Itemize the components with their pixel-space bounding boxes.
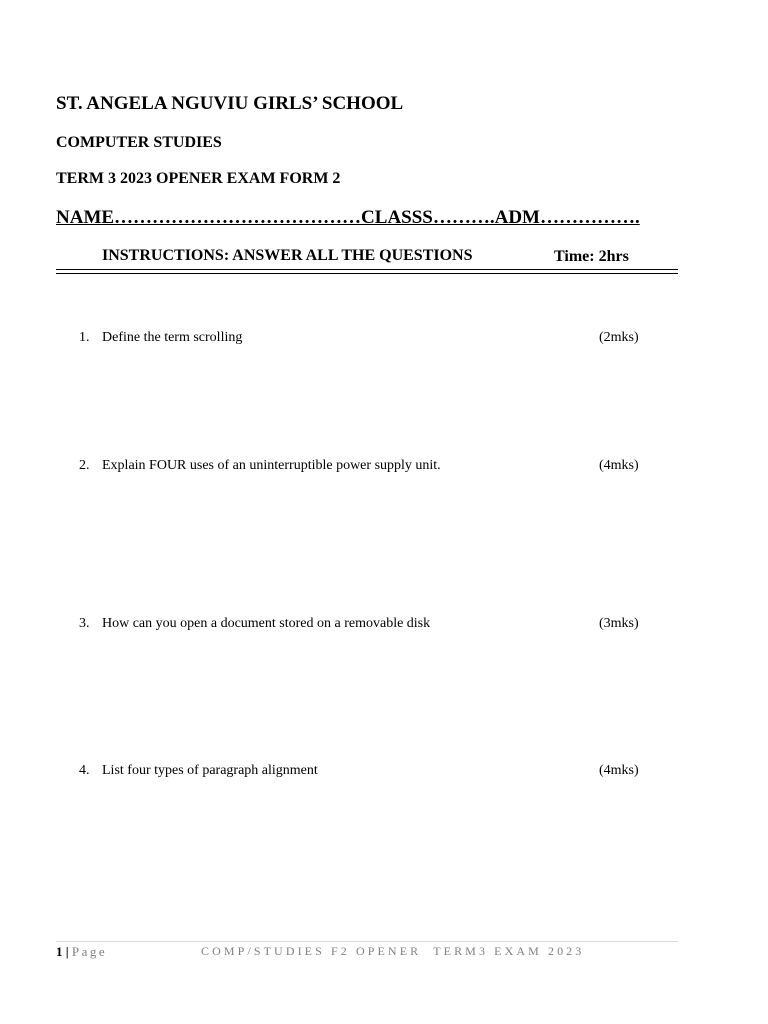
- question-number: 1.: [79, 330, 90, 345]
- question-text: How can you open a document stored on a removable disk: [102, 616, 431, 631]
- question-marks: (2mks): [599, 330, 639, 345]
- footer-title: COMP/STUDIES F2 OPENER TERM3 EXAM 2023: [201, 944, 585, 958]
- footer-rule: [56, 941, 678, 942]
- header-double-rule: [56, 269, 678, 274]
- question-marks: (4mks): [599, 763, 639, 778]
- question-number: 2.: [79, 458, 90, 473]
- student-details-line: NAME…………………………………CLASSS……….ADM…………….: [56, 207, 640, 228]
- question-text: Define the term scrolling: [102, 330, 243, 345]
- subject-title: COMPUTER STUDIES: [56, 134, 222, 151]
- instructions: INSTRUCTIONS: ANSWER ALL THE QUESTIONS: [102, 247, 473, 264]
- question-number: 3.: [79, 616, 90, 631]
- question-marks: (3mks): [599, 616, 639, 631]
- question-marks: (4mks): [599, 458, 639, 473]
- exam-title: TERM 3 2023 OPENER EXAM FORM 2: [56, 170, 341, 187]
- page-number: 1: [56, 944, 63, 959]
- question-text: List four types of paragraph alignment: [102, 763, 318, 778]
- page-label: Page: [71, 944, 108, 959]
- footer-page-number: [56, 944, 107, 960]
- page-separator: |: [62, 944, 72, 959]
- question-text: Explain FOUR uses of an uninterruptible power supply unit.: [102, 458, 441, 473]
- time-allowed: Time: 2hrs: [554, 248, 629, 265]
- question-number: 4.: [79, 763, 90, 778]
- school-name: ST. ANGELA NGUVIU GIRLS’ SCHOOL: [56, 93, 404, 114]
